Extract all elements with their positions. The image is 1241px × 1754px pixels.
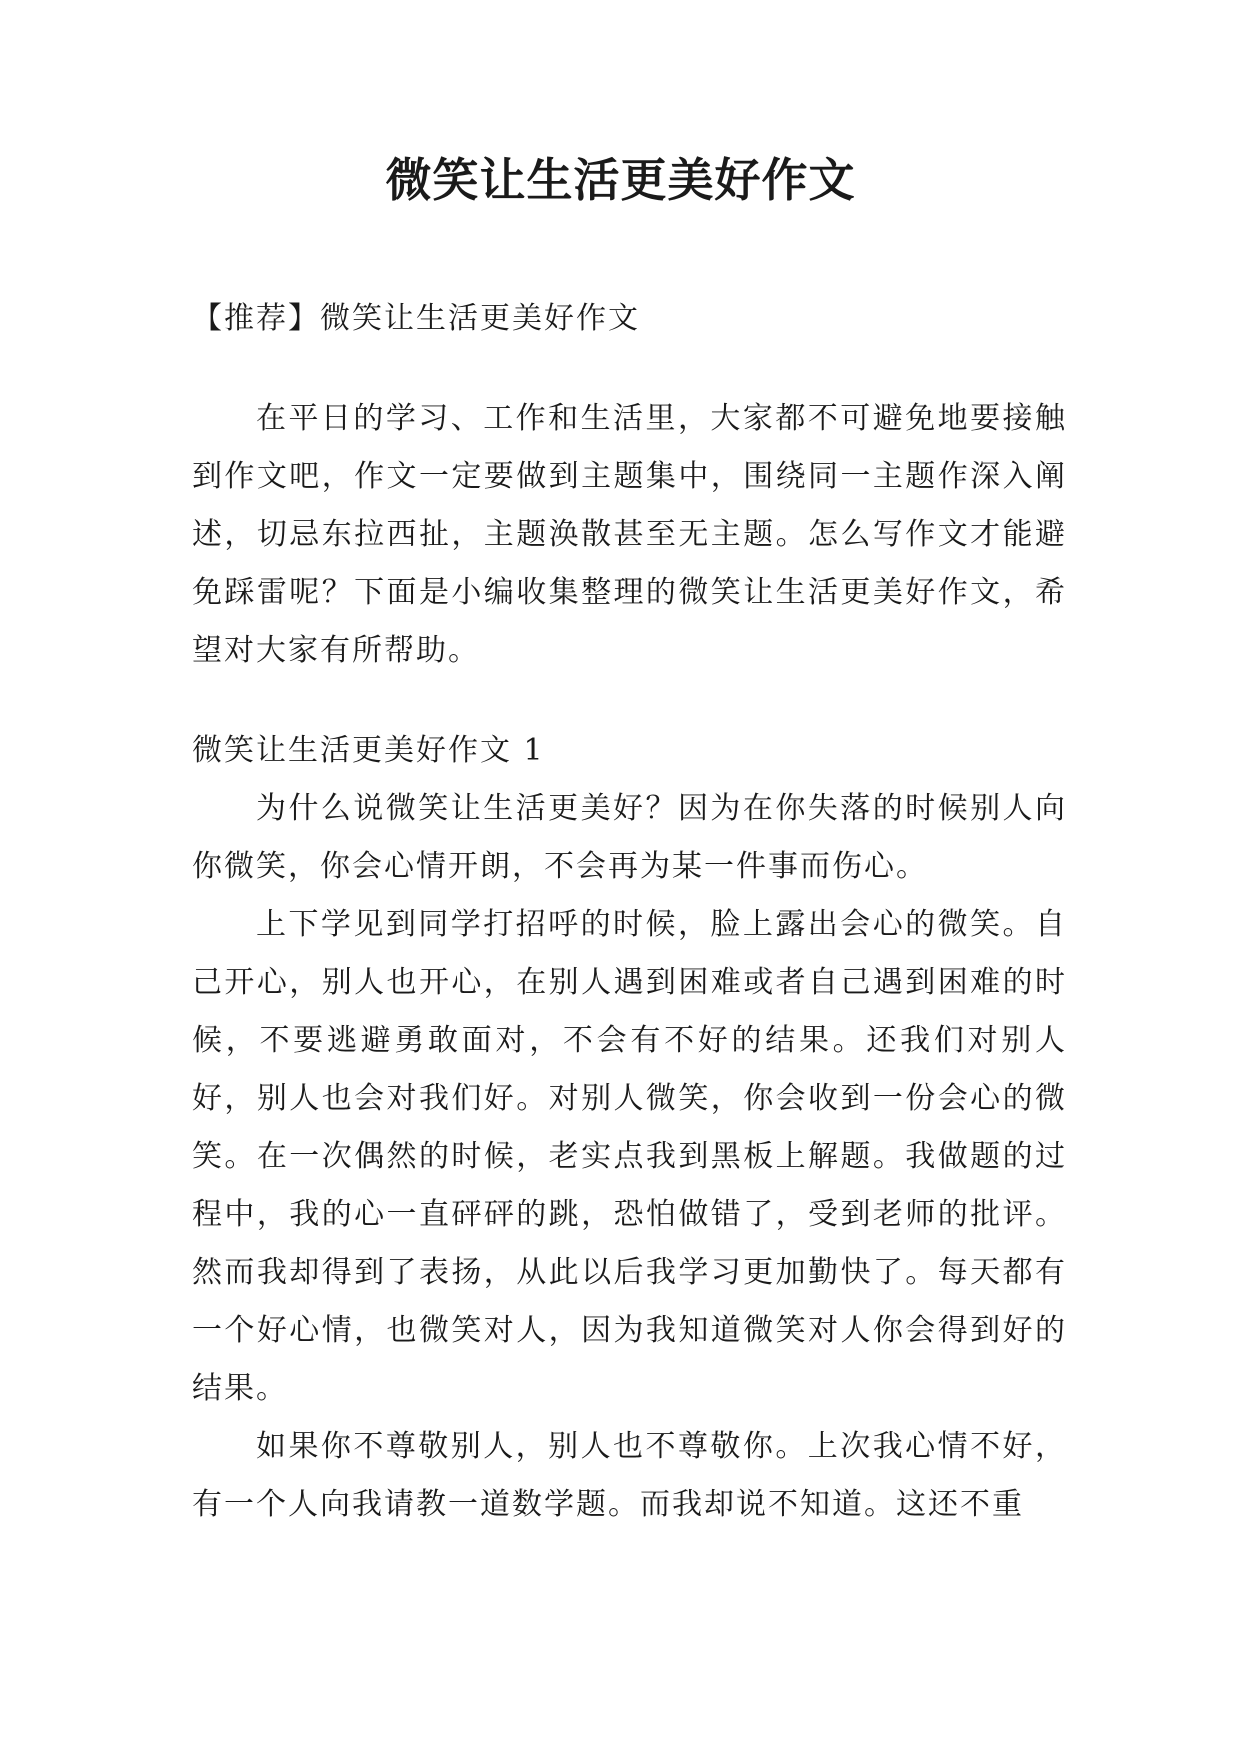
section-heading: 微笑让生活更美好作文 1 xyxy=(192,733,545,768)
document-title: 微笑让生活更美好作文 xyxy=(385,153,856,207)
document-body xyxy=(192,290,1067,1534)
body-paragraph: 为什么说微笑让生活更美好？因为在你失落的时候别人向你微笑，你会心情开朗，不会再为某一件事而伤心。 xyxy=(192,791,1067,884)
body-paragraph: 如果你不尊敬别人，别人也不尊敬你。上次我心情不好，有一个人向我请教一道数学题。而我却说不知道。这还不重 xyxy=(192,1429,1067,1522)
intro-paragraph: 在平日的学习、工作和生活里，大家都不可避免地要接触到作文吧，作文一定要做到主题集中，围绕同一主题作深入阐述，切忌东拉西扯，主题涣散甚至无主题。怎么写作文才能避免踩雷呢？下面是小编收集整理的微笑让生活更美好作文，希望对大家有所帮助。 xyxy=(192,401,1067,668)
body-paragraph: 上下学见到同学打招呼的时候，脸上露出会心的微笑。自己开心，别人也开心，在别人遇到困难或者自己遇到困难的时候，不要逃避勇敢面对，不会有不好的结果。还我们对别人好，别人也会对我们好。对别人微笑，你会收到一份会心的微笑。在一次偶然的时候，老实点我到黑板上解题。我做题的过程中，我的心一直砰砰的跳，恐怕做错了，受到老师的批评。然而我却得到了表扬，从此以后我学习更加勤快了。每天都有一个好心情，也微笑对人，因为我知道微笑对人你会得到好的结果。 xyxy=(192,907,1067,1406)
document-subtitle: 【推荐】微笑让生活更美好作文 xyxy=(192,301,640,336)
